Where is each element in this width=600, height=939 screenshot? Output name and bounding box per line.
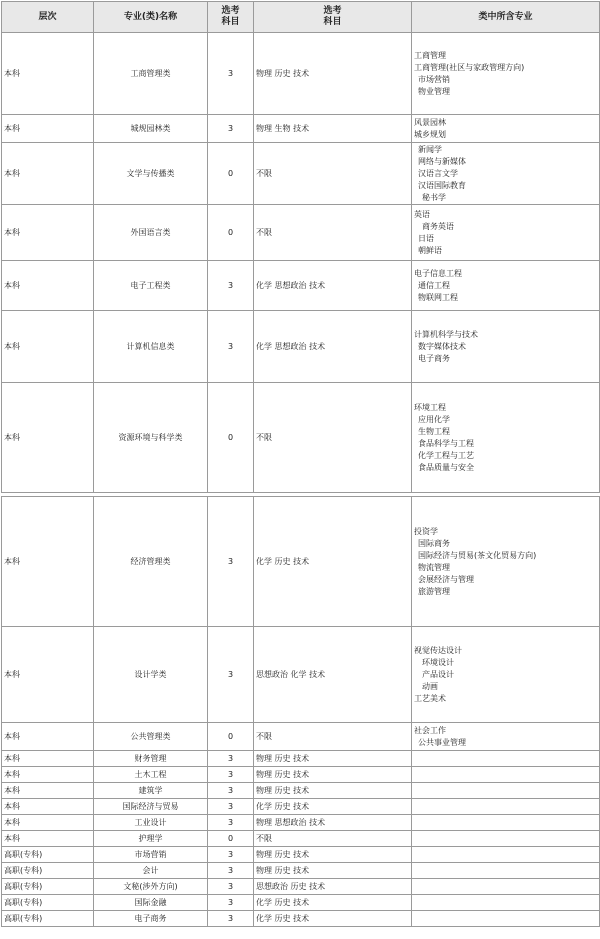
subject-count-cell: 3 [208, 497, 254, 627]
included-major-item: 城乡规划 [414, 129, 446, 139]
major-name-cell: 经济管理类 [94, 497, 208, 627]
level-cell: 本科 [2, 831, 94, 847]
included-majors-cell [412, 895, 600, 911]
included-major-item: 物业管理 [418, 86, 450, 96]
included-majors-cell [412, 205, 600, 261]
included-majors-cell [412, 497, 600, 627]
subject-count-cell: 3 [208, 311, 254, 383]
subjects-cell: 物理 历史 技术 [254, 863, 412, 879]
subject-count-cell: 3 [208, 33, 254, 115]
subject-count-cell: 3 [208, 799, 254, 815]
subject-count-cell: 0 [208, 143, 254, 205]
subjects-cell: 物理 思想政治 技术 [254, 815, 412, 831]
table-row [2, 783, 600, 799]
included-majors-cell [412, 847, 600, 863]
included-majors-cell [412, 815, 600, 831]
included-major-item: 新闻学 [418, 144, 442, 154]
level-cell: 本科 [2, 205, 94, 261]
major-name-cell: 土木工程 [94, 767, 208, 783]
included-major-item: 环境工程 [414, 402, 446, 412]
included-majors-cell [412, 33, 600, 115]
header-major-name: 专业(类)名称 [94, 2, 208, 33]
included-major-item: 动画 [422, 681, 438, 691]
header-included-majors: 类中所含专业 [412, 2, 600, 33]
level-cell: 高职(专科) [2, 895, 94, 911]
header-subject-count: 选考 科目 [208, 2, 254, 33]
table-row [2, 115, 600, 143]
subjects-cell: 物理 历史 技术 [254, 767, 412, 783]
major-name-cell: 国际金融 [94, 895, 208, 911]
included-major-item: 食品质量与安全 [418, 462, 474, 472]
included-majors-cell [412, 143, 600, 205]
major-name-cell: 电子工程类 [94, 261, 208, 311]
included-major-item: 产品设计 [422, 669, 454, 679]
included-major-item: 食品科学与工程 [418, 438, 474, 448]
major-name-cell: 建筑学 [94, 783, 208, 799]
level-cell: 本科 [2, 751, 94, 767]
subject-count-cell: 0 [208, 205, 254, 261]
subject-count-cell: 3 [208, 911, 254, 927]
included-major-item: 通信工程 [418, 280, 450, 290]
level-cell: 高职(专科) [2, 847, 94, 863]
included-major-item: 计算机科学与技术 [414, 329, 478, 339]
level-cell: 高职(专科) [2, 863, 94, 879]
included-major-item: 视觉传达设计 [414, 645, 462, 655]
included-majors-cell [412, 879, 600, 895]
table-row [2, 261, 600, 311]
included-major-item: 公共事业管理 [418, 737, 466, 747]
included-major-item: 生物工程 [418, 426, 450, 436]
included-majors-cell [412, 863, 600, 879]
table-row [2, 831, 600, 847]
included-major-item: 日语 [418, 233, 434, 243]
subjects-cell: 化学 思想政治 技术 [254, 311, 412, 383]
included-major-item: 网络与新媒体 [418, 156, 466, 166]
included-major-item: 工商管理(社区与家政管理方向) [414, 62, 525, 72]
included-major-item: 化学工程与工艺 [418, 450, 474, 460]
major-name-cell: 公共管理类 [94, 723, 208, 751]
major-name-cell: 市场营销 [94, 847, 208, 863]
subject-count-cell: 3 [208, 863, 254, 879]
level-cell: 本科 [2, 767, 94, 783]
subjects-cell: 思想政治 历史 技术 [254, 879, 412, 895]
major-name-cell: 财务管理 [94, 751, 208, 767]
level-cell: 本科 [2, 799, 94, 815]
included-major-item: 应用化学 [418, 414, 450, 424]
subjects-cell: 物理 生物 技术 [254, 115, 412, 143]
included-major-item: 电子商务 [418, 353, 450, 363]
level-cell: 本科 [2, 627, 94, 723]
subject-count-cell: 0 [208, 723, 254, 751]
included-majors-cell [412, 831, 600, 847]
table-row [2, 879, 600, 895]
included-major-item: 英语 [414, 209, 430, 219]
included-majors-cell [412, 723, 600, 751]
header-level: 层次 [2, 2, 94, 33]
subject-count-cell: 3 [208, 261, 254, 311]
included-major-item: 环境设计 [422, 657, 454, 667]
included-major-item: 物流管理 [418, 562, 450, 572]
subject-count-cell: 3 [208, 895, 254, 911]
subject-count-cell: 3 [208, 115, 254, 143]
level-cell: 本科 [2, 311, 94, 383]
level-cell: 本科 [2, 497, 94, 627]
included-major-item: 风景园林 [414, 117, 446, 127]
level-cell: 高职(专科) [2, 879, 94, 895]
table-row [2, 911, 600, 927]
subject-count-cell: 3 [208, 847, 254, 863]
subjects-cell: 不限 [254, 143, 412, 205]
subjects-cell: 物理 历史 技术 [254, 847, 412, 863]
level-cell: 本科 [2, 143, 94, 205]
major-name-cell: 会计 [94, 863, 208, 879]
major-name-cell: 外国语言类 [94, 205, 208, 261]
table-row [2, 847, 600, 863]
included-major-item: 商务英语 [422, 221, 454, 231]
level-cell: 本科 [2, 261, 94, 311]
table-body [2, 33, 600, 927]
table-row [2, 205, 600, 261]
included-major-item: 国际商务 [418, 538, 450, 548]
included-majors-cell [412, 115, 600, 143]
major-name-cell: 工商管理类 [94, 33, 208, 115]
major-name-cell: 计算机信息类 [94, 311, 208, 383]
subject-count-cell: 3 [208, 627, 254, 723]
subjects-cell: 化学 历史 技术 [254, 497, 412, 627]
subjects-cell: 不限 [254, 205, 412, 261]
major-name-cell: 城规园林类 [94, 115, 208, 143]
subjects-cell: 思想政治 化学 技术 [254, 627, 412, 723]
major-name-cell: 文秘(涉外方向) [94, 879, 208, 895]
major-name-cell: 工业设计 [94, 815, 208, 831]
table-row [2, 863, 600, 879]
major-name-cell: 护理学 [94, 831, 208, 847]
table-row [2, 383, 600, 493]
subjects-cell: 化学 历史 技术 [254, 799, 412, 815]
table-row [2, 33, 600, 115]
level-cell: 高职(专科) [2, 911, 94, 927]
level-cell: 本科 [2, 383, 94, 493]
subjects-cell: 化学 思想政治 技术 [254, 261, 412, 311]
subjects-cell: 物理 历史 技术 [254, 751, 412, 767]
major-name-cell: 设计学类 [94, 627, 208, 723]
subject-count-cell: 3 [208, 815, 254, 831]
included-major-item: 旅游管理 [418, 586, 450, 596]
included-majors-cell [412, 261, 600, 311]
subjects-cell: 化学 历史 技术 [254, 895, 412, 911]
included-major-item: 朝鲜语 [418, 245, 442, 255]
subjects-cell: 不限 [254, 723, 412, 751]
level-cell: 本科 [2, 115, 94, 143]
included-majors-cell [412, 783, 600, 799]
included-major-item: 汉语国际教育 [418, 180, 466, 190]
included-majors-cell [412, 767, 600, 783]
included-majors-cell [412, 383, 600, 493]
table-row [2, 311, 600, 383]
subject-count-cell: 3 [208, 767, 254, 783]
included-major-item: 国际经济与贸易(茶文化贸易方向) [418, 550, 537, 560]
table-row [2, 143, 600, 205]
major-name-cell: 资源环境与科学类 [94, 383, 208, 493]
level-cell: 本科 [2, 815, 94, 831]
major-name-cell: 文学与传播类 [94, 143, 208, 205]
majors-table [1, 1, 600, 927]
included-majors-cell [412, 751, 600, 767]
subjects-cell: 物理 历史 技术 [254, 783, 412, 799]
subjects-cell: 物理 历史 技术 [254, 33, 412, 115]
included-major-item: 社会工作 [414, 725, 446, 735]
included-major-item: 数字媒体技术 [418, 341, 466, 351]
table-row [2, 497, 600, 627]
table-row [2, 767, 600, 783]
level-cell: 本科 [2, 33, 94, 115]
major-name-cell: 国际经济与贸易 [94, 799, 208, 815]
level-cell: 本科 [2, 783, 94, 799]
header-row [2, 2, 600, 33]
subject-count-cell: 0 [208, 383, 254, 493]
included-major-item: 工艺美术 [414, 693, 446, 703]
included-major-item: 物联网工程 [418, 292, 458, 302]
included-major-item: 秘书学 [422, 192, 446, 202]
table-row [2, 799, 600, 815]
subject-count-cell: 0 [208, 831, 254, 847]
level-cell: 本科 [2, 723, 94, 751]
table-row [2, 895, 600, 911]
subject-count-cell: 3 [208, 879, 254, 895]
table-row [2, 723, 600, 751]
included-major-item: 汉语言文学 [418, 168, 458, 178]
table-row [2, 815, 600, 831]
major-name-cell: 电子商务 [94, 911, 208, 927]
included-majors-cell [412, 311, 600, 383]
subject-count-cell: 3 [208, 783, 254, 799]
table-row [2, 751, 600, 767]
header-subjects: 选考 科目 [254, 2, 412, 33]
included-major-item: 电子信息工程 [414, 268, 462, 278]
included-majors-cell [412, 799, 600, 815]
subject-count-cell: 3 [208, 751, 254, 767]
included-majors-cell [412, 911, 600, 927]
subjects-cell: 化学 历史 技术 [254, 911, 412, 927]
subjects-cell: 不限 [254, 383, 412, 493]
table-row [2, 627, 600, 723]
included-major-item: 工商管理 [414, 50, 446, 60]
included-major-item: 市场营销 [418, 74, 450, 84]
subjects-cell: 不限 [254, 831, 412, 847]
included-major-item: 投资学 [414, 526, 438, 536]
included-major-item: 会展经济与管理 [418, 574, 474, 584]
included-majors-cell [412, 627, 600, 723]
